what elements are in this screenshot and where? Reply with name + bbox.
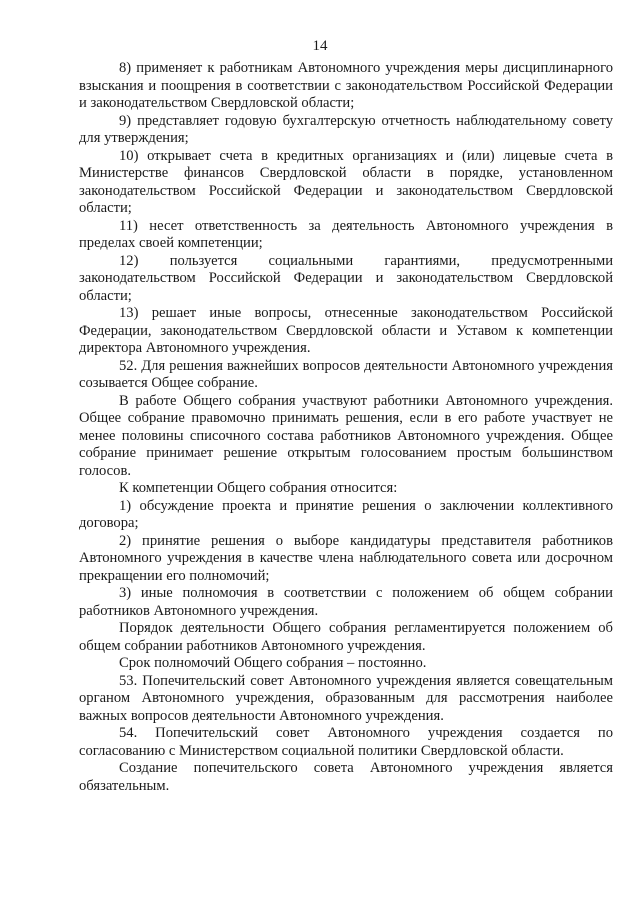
paragraph-item-8: 8) применяет к работникам Автономного учреждения меры дисциплинарного взыскания и поощрения в соответствии с законодательством Российской Федерации и законодательством Свердловской области; (79, 60, 613, 111)
paragraph-competence-2: 2) принятие решения о выборе кандидатуры представителя работников Автономного учреждения в качестве члена наблюдательного совета или досрочном прекращении его полномочий; (79, 532, 613, 584)
paragraph-general-meeting-participants: В работе Общего собрания участвуют работники Автономного учреждения. Общее собрание правомочно принимать решения, если в его работе участвует не менее половины списочного состава работников Автономного учреждения. Общее собрание принимает решение открытым голосованием простым большинством голосов. (79, 392, 613, 479)
paragraph-competence-3: 3) иные полномочия в соответствии с положением об общем собрании работников Автономного учреждения. (79, 585, 613, 619)
paragraph-item-11: 11) несет ответственность за деятельность Автономного учреждения в пределах своей компетенции; (79, 217, 613, 251)
page-number: 14 (312, 38, 328, 54)
paragraph-item-13: 13) решает иные вопросы, отнесенные законодательством Российской Федерации, законодательством Свердловской области и Уставом к компетенции директора Автономного учреждения. (79, 305, 613, 356)
paragraph-clause-52: 52. Для решения важнейших вопросов деятельности Автономного учреждения созывается Общее собрание. (79, 357, 613, 391)
paragraph-clause-53: 53. Попечительский совет Автономного учреждения является совещательным органом Автономного учреждения, образованным для рассмотрения наиболее важных вопросов деятельности Автономного учреждения. (79, 672, 613, 724)
paragraph-item-12: 12) пользуется социальными гарантиями, предусмотренными законодательством Российской Федерации и законодательством Свердловской области; (79, 252, 613, 304)
document-body (79, 60, 613, 795)
paragraph-item-10: 10) открывает счета в кредитных организациях и (или) лицевые счета в Министерстве финансов Свердловской области в порядке, установленном законодательством Российской Федерации и законодательством Свердловской области; (79, 147, 613, 216)
paragraph-clause-54: 54. Попечительский совет Автономного учреждения создается по согласованию с Министерством социальной политики Свердловской области. (79, 725, 613, 759)
paragraph-board-mandatory: Создание попечительского совета Автономного учреждения является обязательным. (79, 760, 613, 794)
paragraph-competence-1: 1) обсуждение проекта и принятие решения о заключении коллективного договора; (79, 497, 613, 531)
paragraph-meeting-procedure: Порядок деятельности Общего собрания регламентируется положением об общем собрании работников Автономного учреждения. (79, 620, 613, 654)
paragraph-item-9: 9) представляет годовую бухгалтерскую отчетность наблюдательному совету для утверждения; (79, 112, 613, 146)
paragraph-competence-intro: К компетенции Общего собрания относится: (119, 480, 398, 496)
paragraph-meeting-term: Срок полномочий Общего собрания – постоянно. (119, 655, 427, 671)
